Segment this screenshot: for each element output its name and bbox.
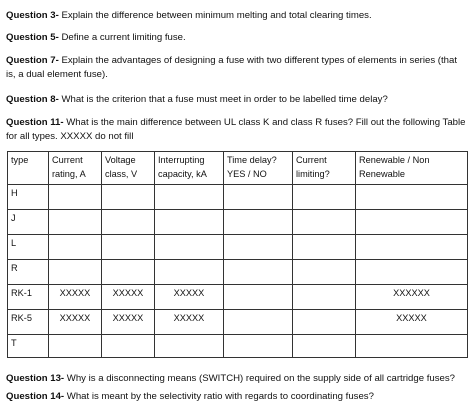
table-header-row xyxy=(8,152,468,185)
current-limiting-cell[interactable] xyxy=(293,310,356,335)
current-limiting-cell[interactable] xyxy=(293,335,356,358)
question-3 xyxy=(6,10,468,22)
question-11 xyxy=(6,116,468,144)
current-rating-cell: XXXXX xyxy=(49,310,102,335)
interrupting-capacity-cell: XXXXX xyxy=(155,285,224,310)
renewable-cell[interactable] xyxy=(356,260,468,285)
current-limiting-cell[interactable] xyxy=(293,185,356,210)
type-cell: R xyxy=(8,260,49,285)
time-delay-cell[interactable] xyxy=(224,335,293,358)
current-limiting-cell[interactable] xyxy=(293,285,356,310)
renewable-cell: XXXXXX xyxy=(356,285,468,310)
interrupting-capacity-cell[interactable] xyxy=(155,335,224,358)
question-13 xyxy=(6,373,468,385)
time-delay-cell[interactable] xyxy=(224,310,293,335)
voltage-class-cell[interactable] xyxy=(102,260,155,285)
table-row xyxy=(8,260,468,285)
question-8 xyxy=(6,94,468,106)
question-text: What is meant by the selectivity ratio with regards to coordinating fuses? xyxy=(64,391,374,402)
question-number: Question 7- xyxy=(6,55,59,66)
question-text: Why is a disconnecting means (SWITCH) required on the supply side of all cartridge fuses? xyxy=(64,373,455,384)
time-delay-cell[interactable] xyxy=(224,185,293,210)
renewable-cell[interactable] xyxy=(356,235,468,260)
table-row xyxy=(8,235,468,260)
question-7 xyxy=(6,54,468,82)
current-rating-cell[interactable] xyxy=(49,260,102,285)
current-rating-cell[interactable] xyxy=(49,235,102,260)
column-header-voltage-class: Voltage class, V xyxy=(102,152,155,185)
voltage-class-cell[interactable] xyxy=(102,185,155,210)
renewable-cell: XXXXX xyxy=(356,310,468,335)
time-delay-cell[interactable] xyxy=(224,285,293,310)
question-14 xyxy=(6,391,468,403)
question-number: Question 14- xyxy=(6,391,65,402)
column-header-type: type xyxy=(8,152,49,185)
question-text: Define a current limiting fuse. xyxy=(58,32,186,43)
current-limiting-cell[interactable] xyxy=(293,260,356,285)
renewable-cell[interactable] xyxy=(356,185,468,210)
question-text: What is the main difference between UL class K and class R fuses? Fill out the following Table for all types. XXXXX do not fill xyxy=(6,117,466,142)
interrupting-capacity-cell[interactable] xyxy=(155,235,224,260)
column-header-current-rating: Current rating, A xyxy=(49,152,102,185)
voltage-class-cell: XXXXX xyxy=(102,285,155,310)
voltage-class-cell[interactable] xyxy=(102,235,155,260)
time-delay-cell[interactable] xyxy=(224,210,293,235)
column-header-current-limiting: Current limiting? xyxy=(293,152,356,185)
current-limiting-cell[interactable] xyxy=(293,210,356,235)
current-rating-cell[interactable] xyxy=(49,210,102,235)
column-header-time-delay: Time delay? YES / NO xyxy=(224,152,293,185)
question-number: Question 5- xyxy=(6,32,59,43)
question-number: Question 13- xyxy=(6,373,65,384)
time-delay-cell[interactable] xyxy=(224,235,293,260)
voltage-class-cell[interactable] xyxy=(102,210,155,235)
table-row xyxy=(8,285,468,310)
question-number: Question 8- xyxy=(6,94,59,105)
interrupting-capacity-cell: XXXXX xyxy=(155,310,224,335)
table-row xyxy=(8,185,468,210)
type-cell: H xyxy=(8,185,49,210)
table-row xyxy=(8,335,468,358)
time-delay-cell[interactable] xyxy=(224,260,293,285)
type-cell: RK-1 xyxy=(8,285,49,310)
fuse-types-table xyxy=(7,151,468,358)
interrupting-capacity-cell[interactable] xyxy=(155,210,224,235)
type-cell: J xyxy=(8,210,49,235)
question-5 xyxy=(6,32,468,44)
type-cell: RK-5 xyxy=(8,310,49,335)
renewable-cell[interactable] xyxy=(356,335,468,358)
type-cell: T xyxy=(8,335,49,358)
table-row xyxy=(8,210,468,235)
type-cell: L xyxy=(8,235,49,260)
interrupting-capacity-cell[interactable] xyxy=(155,260,224,285)
voltage-class-cell[interactable] xyxy=(102,335,155,358)
current-limiting-cell[interactable] xyxy=(293,235,356,260)
column-header-interrupting-capacity: Interrupting capacity, kA xyxy=(155,152,224,185)
table-row xyxy=(8,310,468,335)
renewable-cell[interactable] xyxy=(356,210,468,235)
question-number: Question 3- xyxy=(6,10,59,21)
voltage-class-cell: XXXXX xyxy=(102,310,155,335)
question-text: Explain the advantages of designing a fuse with two different types of elements in series (that is, a dual element fuse). xyxy=(6,55,457,80)
current-rating-cell[interactable] xyxy=(49,335,102,358)
question-text: What is the criterion that a fuse must meet in order to be labelled time delay? xyxy=(58,94,388,105)
current-rating-cell: XXXXX xyxy=(49,285,102,310)
column-header-renewable: Renewable / Non Renewable xyxy=(356,152,468,185)
interrupting-capacity-cell[interactable] xyxy=(155,185,224,210)
question-number: Question 11- xyxy=(6,117,64,128)
current-rating-cell[interactable] xyxy=(49,185,102,210)
question-text: Explain the difference between minimum melting and total clearing times. xyxy=(58,10,372,21)
